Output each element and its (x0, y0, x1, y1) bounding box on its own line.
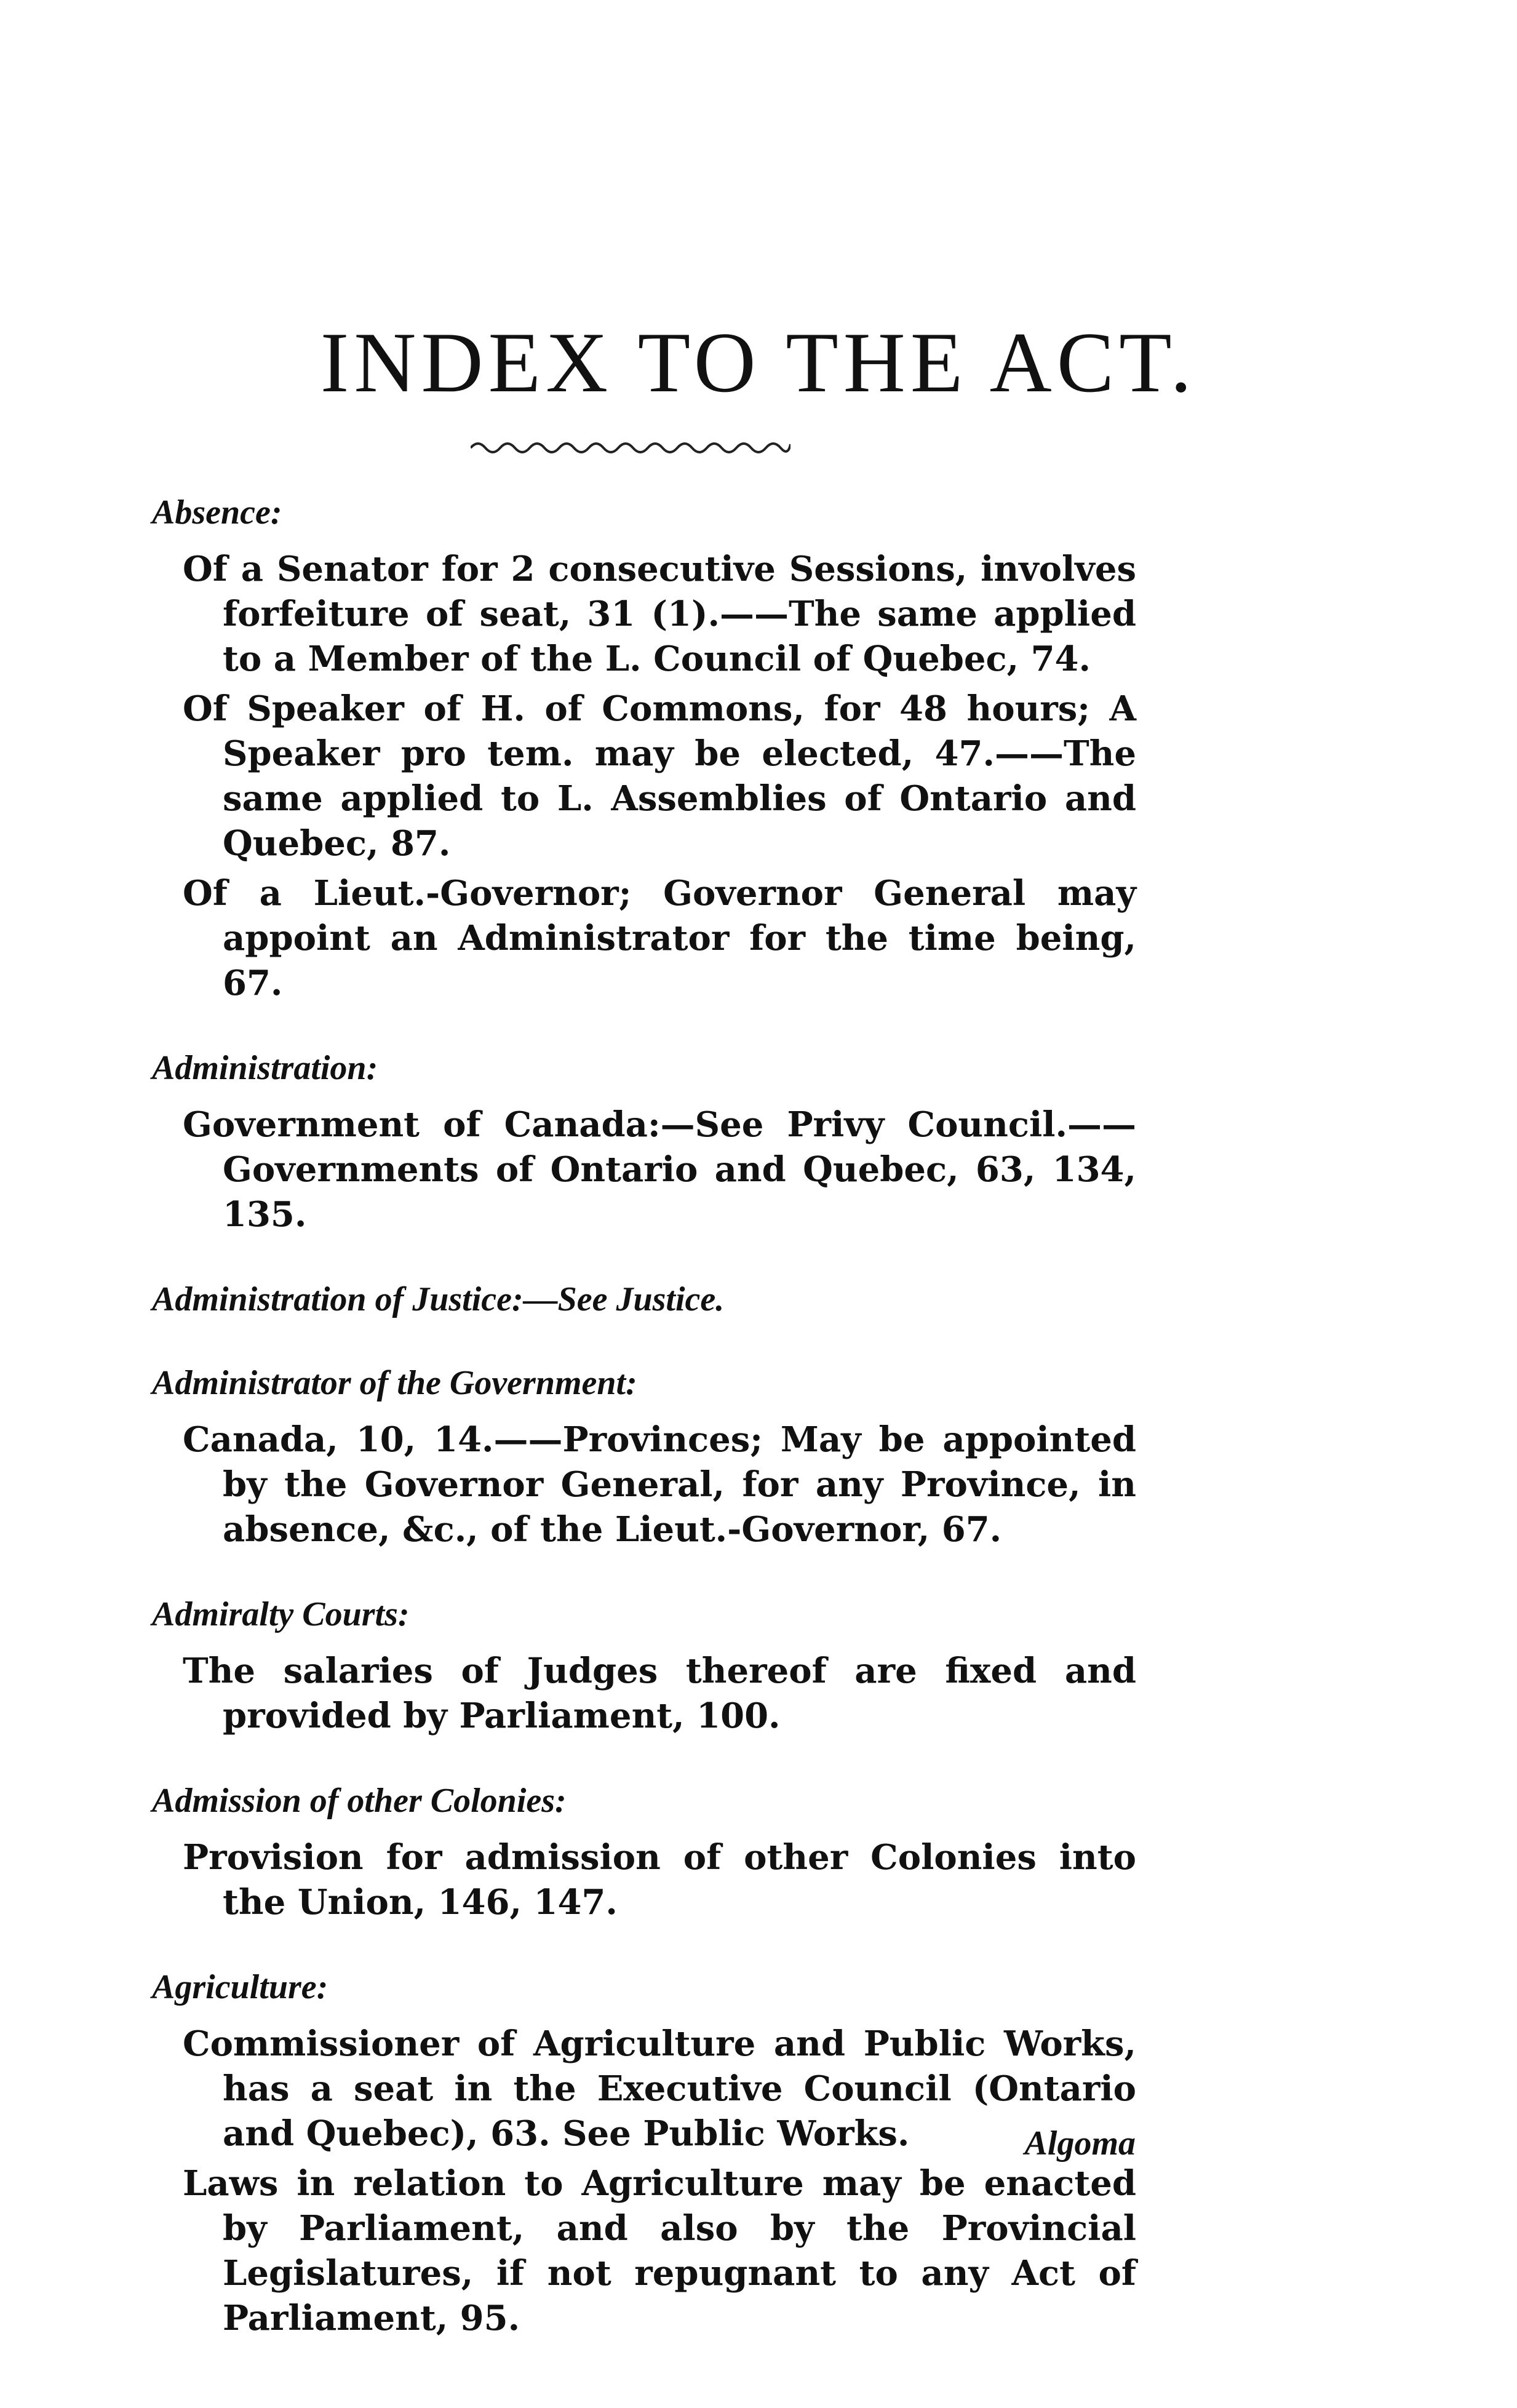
index-entry-admission-of-colonies (152, 1780, 1136, 1925)
index-entry-absence (152, 492, 1136, 1006)
entry-paragraph: Of a Lieut.-Governor; Governor General may appoint an Administrator for the time being, 67. (183, 873, 1136, 1004)
index-entry-agriculture (152, 1967, 1136, 2341)
entry-paragraph: Canada, 10, 14.——Provinces; May be appointed by the Governor General, for any Province, in absence, &c., of the Lieut.-Governor, 67. (183, 1419, 1136, 1550)
index-entry-administration-of-justice (152, 1279, 1136, 1320)
index-entry-admiralty-courts (152, 1594, 1136, 1739)
entry-paragraph: Of Speaker of H. of Commons, for 48 hours; A Speaker pro tem. may be elected, 47.——The same applied to L. Assemblies of Ontario and Quebec, 87. (183, 688, 1136, 864)
index-entry-administrator (152, 1363, 1136, 1552)
entry-paragraph: Of a Senator for 2 consecutive Sessions, involves forfeiture of seat, 31 (1).——The same applied to a Member of the L. Council of Quebec, 74. (183, 549, 1136, 680)
entry-heading: Administration of Justice:—See Justice. (152, 1280, 725, 1319)
wavy-rule-ornament (471, 436, 790, 460)
entry-paragraph: Provision for admission of other Colonies into the Union, 146, 147. (183, 1837, 1136, 1923)
entry-heading: Admiralty Courts: (152, 1595, 410, 1633)
entry-paragraph: Commissioner of Agriculture and Public Works, has a seat in the Executive Council (Ontario and Quebec), 63. See Public Works. (183, 2023, 1136, 2155)
page-title: INDEX TO THE ACT. (320, 315, 1197, 410)
entry-heading: Administrator of the Government: (152, 1363, 637, 1402)
entry-paragraph: Government of Canada:—See Privy Council.——Governments of Ontario and Quebec, 63, 134, 135. (183, 1104, 1136, 1235)
entry-paragraph: Laws in relation to Agriculture may be enacted by Parliament, and also by the Provincial Legislatures, if not repugnant to any Act of Parliament, 95. (183, 2163, 1136, 2339)
entry-heading: Absence: (152, 493, 282, 532)
entry-heading: Admission of other Colonies: (152, 1781, 567, 1820)
index-body (152, 492, 1136, 2383)
entry-heading: Agriculture: (152, 1968, 328, 2007)
entry-paragraph: The salaries of Judges thereof are fixed and provided by Parliament, 100. (183, 1650, 1136, 1736)
entry-heading: Administration: (152, 1049, 378, 1088)
index-entry-administration (152, 1048, 1136, 1237)
catchword: Algoma (1024, 2124, 1136, 2163)
